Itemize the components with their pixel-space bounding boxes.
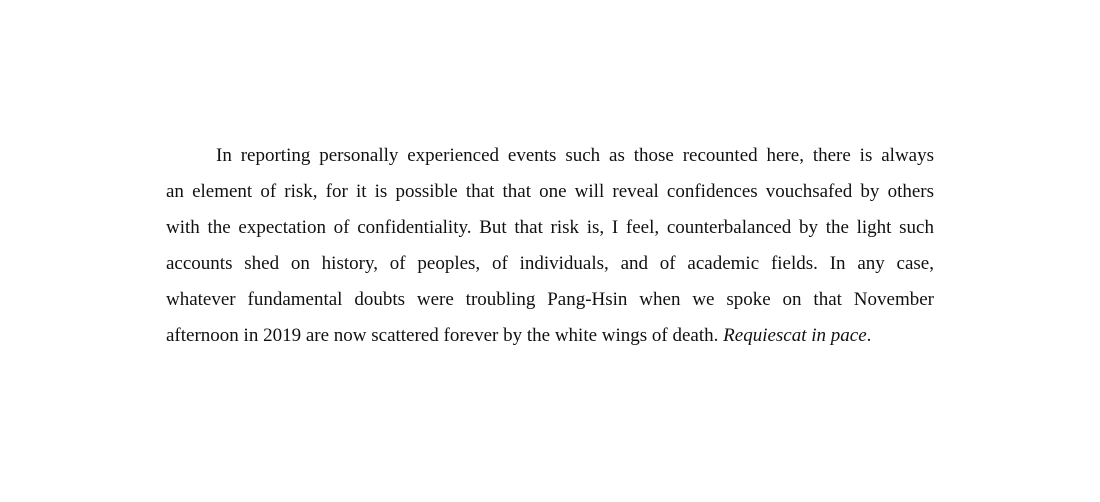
latin-closing-phrase: Requiescat in pace [723,325,867,346]
paragraph-line-1: In reporting personally experienced events such as those recounted here, there is always [216,145,934,166]
paragraph-line-6 [166,318,934,354]
paragraph-line-2: an element of risk, for it is possible that that one will reveal confidences vouchsafed by others [166,181,934,202]
closing-period: . [866,325,872,346]
body-paragraph [166,138,934,354]
paragraph-line-3: with the expectation of confidentiality. But that risk is, I feel, counterbalanced by the light such [166,217,934,238]
paragraph-line-5: whatever fundamental doubts were troubling Pang-Hsin when we spoke on that November [166,289,934,310]
paragraph-line-6-text: afternoon in 2019 are now scattered forever by the white wings of death. [166,325,719,346]
paragraph-line-4: accounts shed on history, of peoples, of individuals, and of academic fields. In any case, [166,253,934,274]
